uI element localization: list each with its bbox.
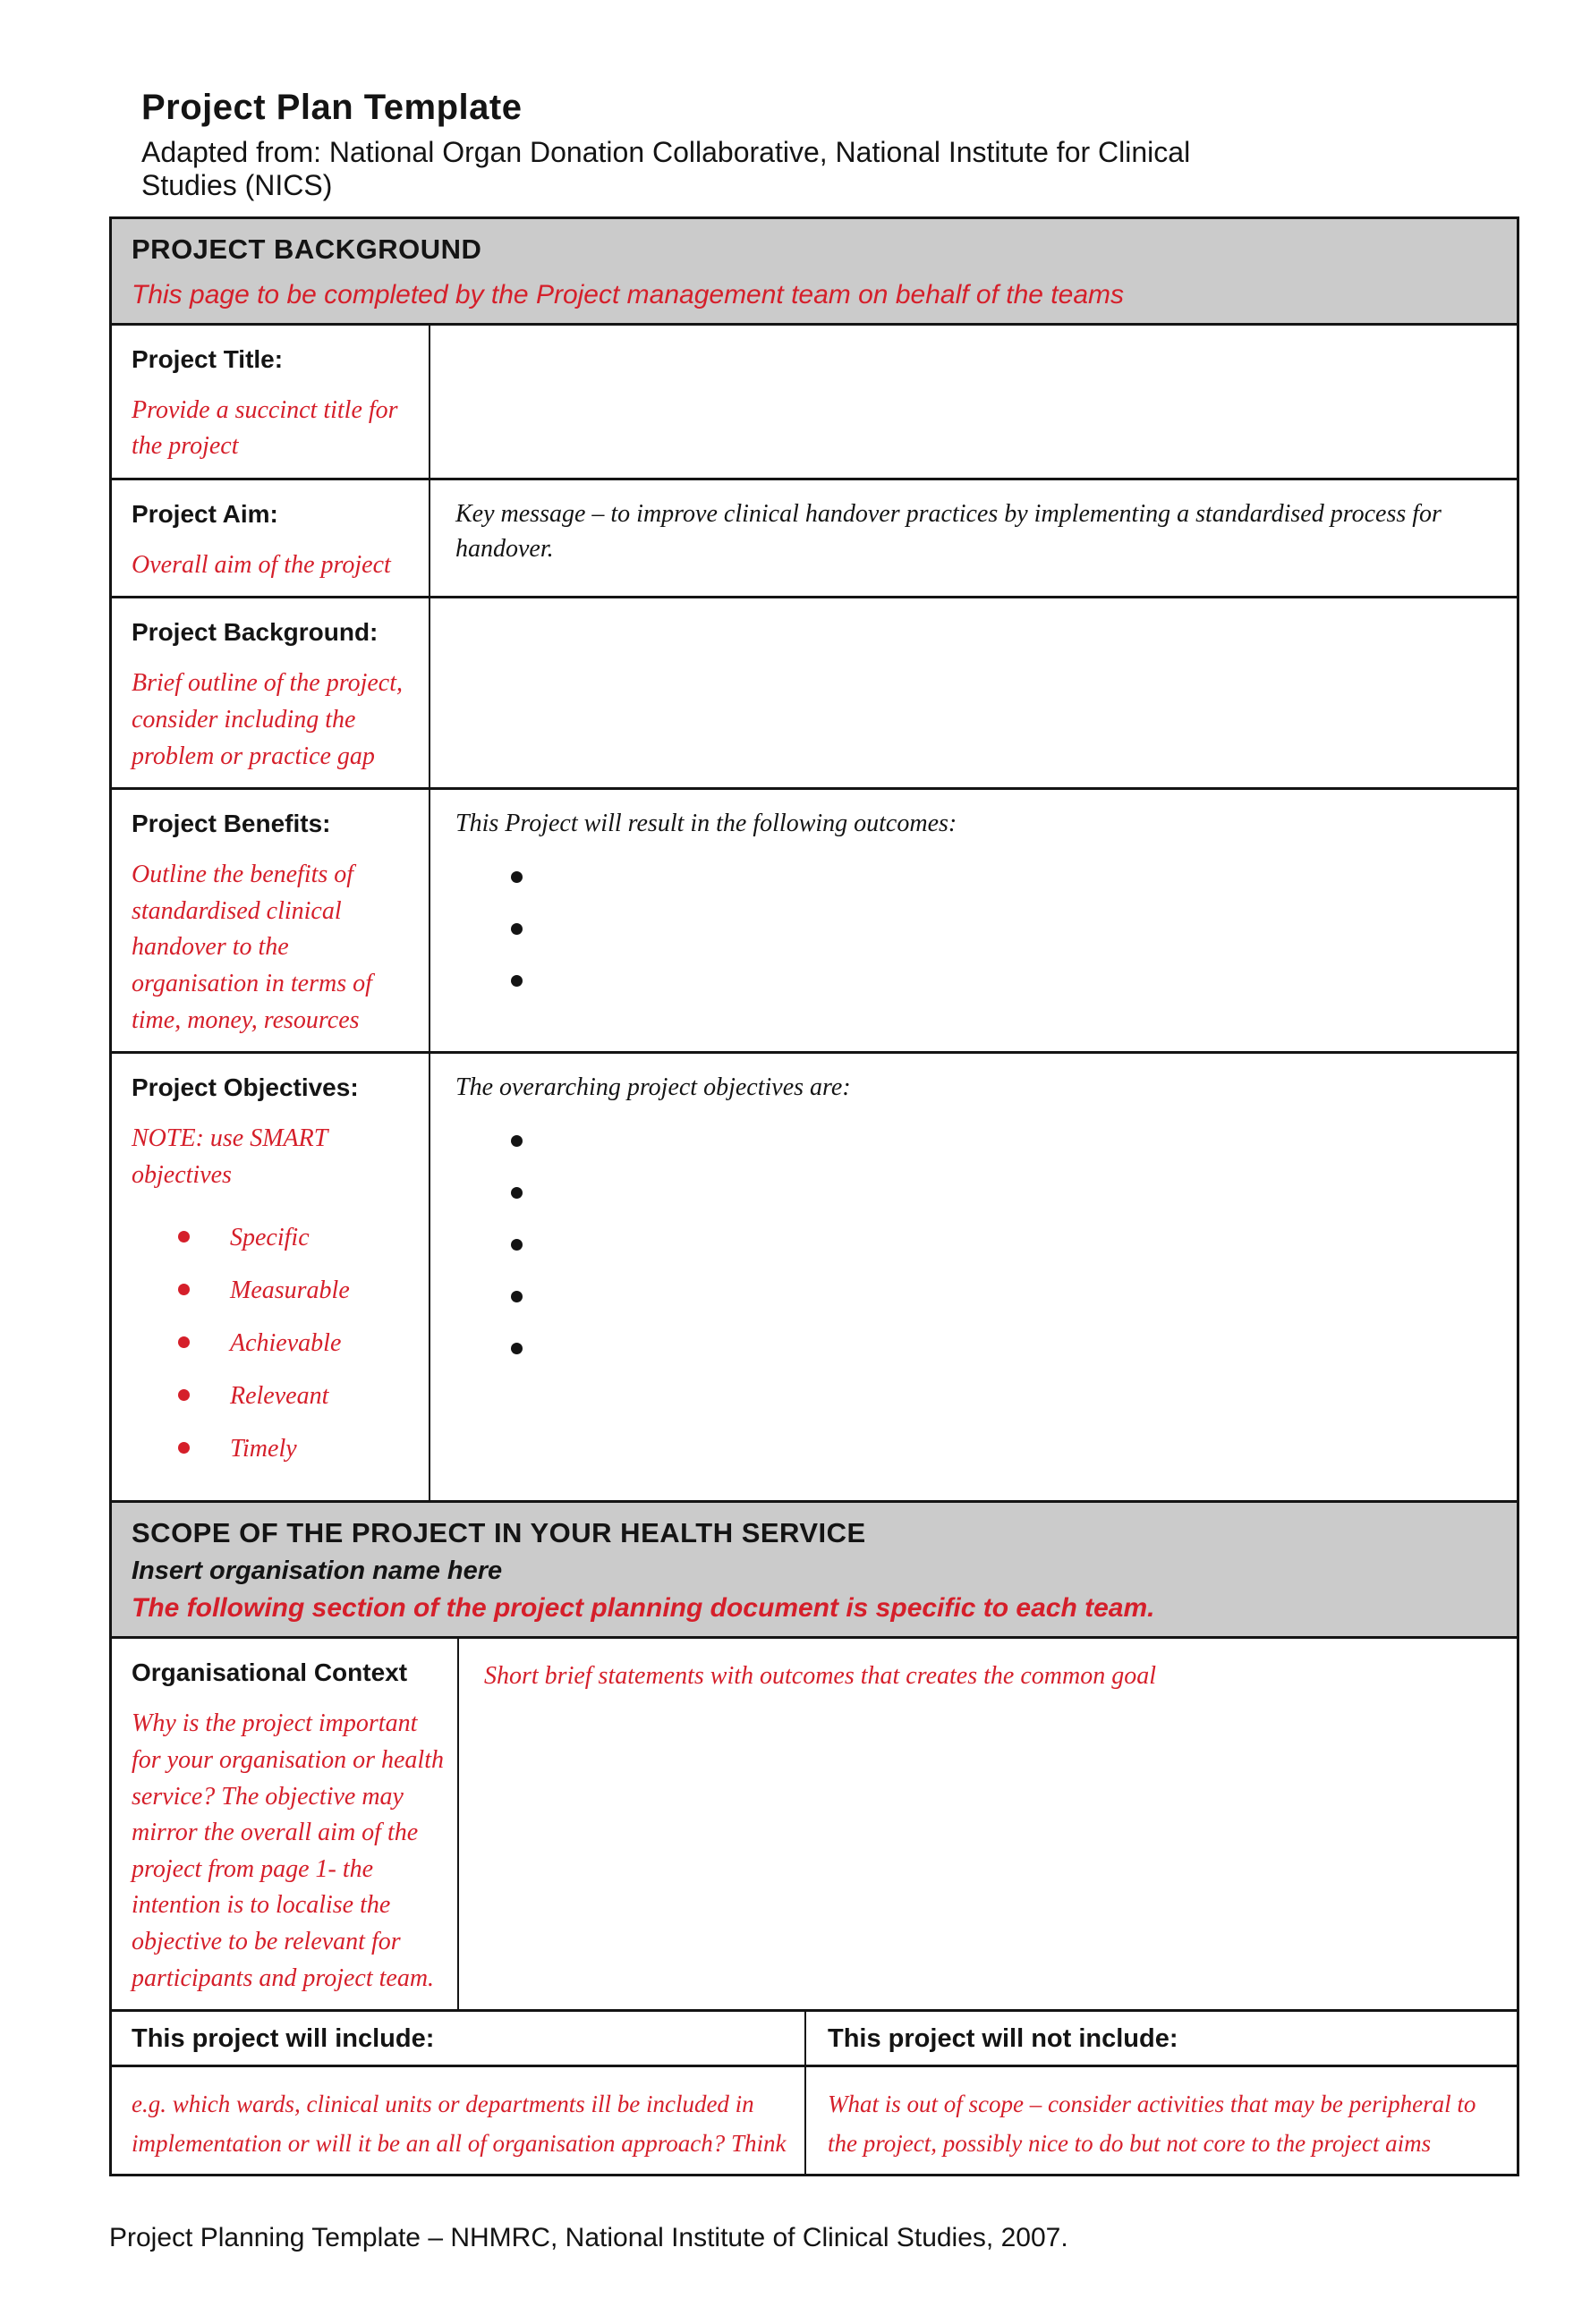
project-background-label: Project Background: bbox=[132, 618, 378, 647]
project-aim-label: Project Aim: bbox=[132, 499, 278, 528]
org-context-value: Short brief statements with outcomes that creates the common goal bbox=[484, 1662, 1156, 1691]
project-benefits-label-cell bbox=[112, 790, 430, 1051]
smart-objective-item: Achievable bbox=[132, 1329, 416, 1382]
project-benefits-bullet-list bbox=[455, 866, 1493, 1022]
project-objectives-label-cell bbox=[112, 1054, 430, 1500]
document-header bbox=[141, 88, 1582, 202]
project-background-label-cell bbox=[112, 598, 430, 787]
empty-bullet bbox=[455, 970, 1493, 1022]
org-context-hint: Why is the project important for your organisation or health service? The objective may mirror the overall aim of the project from page 1- the intention is to localise the objective to be relevant for participants and project team. bbox=[132, 1709, 444, 1992]
empty-bullet bbox=[455, 866, 1493, 918]
project-background-hint: Brief outline of the project, consider including the problem or practice gap bbox=[132, 669, 404, 770]
project-background-note: This page to be completed by the Project management team on behalf of the teams bbox=[132, 279, 1124, 310]
exclude-hint: What is out of scope – consider activities that may be peripheral to the project, possibly nice to do but not core to the project aims bbox=[828, 2091, 1476, 2157]
row-scope-bodies bbox=[112, 2067, 1517, 2173]
smart-objectives-list bbox=[132, 1224, 416, 1488]
row-project-objectives bbox=[112, 1054, 1517, 1503]
exclude-header: This project will not include: bbox=[828, 2024, 1178, 2054]
row-project-benefits bbox=[112, 790, 1517, 1054]
document-page bbox=[0, 88, 1582, 2324]
scope-subheading: Insert organisation name here bbox=[132, 1556, 503, 1586]
scope-heading: SCOPE OF THE PROJECT IN YOUR HEALTH SERVICE bbox=[132, 1517, 866, 1549]
empty-bullet bbox=[455, 1130, 1493, 1182]
project-title-label-cell bbox=[112, 326, 430, 478]
empty-bullet bbox=[455, 918, 1493, 970]
smart-objective-item: Specific bbox=[132, 1224, 416, 1277]
empty-bullet bbox=[455, 1337, 1493, 1389]
project-aim-hint: Overall aim of the project bbox=[132, 550, 391, 579]
project-benefits-hint: Outline the benefits of standardised clinical handover to the organisation in terms of time, money, resources bbox=[132, 861, 372, 1034]
project-title-input-cell[interactable] bbox=[430, 326, 1517, 478]
scope-note: The following section of the project planning document is specific to each team. bbox=[132, 1593, 1155, 1624]
project-objectives-input-cell[interactable] bbox=[430, 1054, 1517, 1500]
org-context-label-cell bbox=[112, 1639, 459, 2009]
org-context-label: Organisational Context bbox=[132, 1658, 408, 1687]
project-plan-table bbox=[109, 216, 1519, 2176]
project-benefits-label: Project Benefits: bbox=[132, 810, 331, 838]
project-background-band bbox=[112, 219, 1517, 326]
project-benefits-intro: This Project will result in the following outcomes: bbox=[455, 810, 957, 838]
project-benefits-input-cell[interactable] bbox=[430, 790, 1517, 1051]
project-objectives-intro: The overarching project objectives are: bbox=[455, 1073, 851, 1102]
page-footer: Project Planning Template – NHMRC, National Institute of Clinical Studies, 2007. bbox=[109, 2222, 1068, 2252]
project-aim-value: Key message – to improve clinical handover practices by implementing a standardised process for handover. bbox=[455, 499, 1442, 563]
smart-objective-item: Measurable bbox=[132, 1277, 416, 1329]
empty-bullet bbox=[455, 1285, 1493, 1337]
project-aim-input-cell[interactable] bbox=[430, 480, 1517, 597]
project-aim-label-cell bbox=[112, 480, 430, 597]
include-header: This project will include: bbox=[132, 2024, 435, 2054]
row-project-background bbox=[112, 598, 1517, 790]
include-input-cell[interactable] bbox=[112, 2067, 806, 2173]
page-subtitle: Adapted from: National Organ Donation Collaborative, National Institute for Clinical Studies (NICS) bbox=[141, 136, 1191, 201]
smart-objective-item: Releveant bbox=[132, 1382, 416, 1435]
row-project-title bbox=[112, 326, 1517, 480]
project-objectives-bullet-list bbox=[455, 1130, 1493, 1389]
project-background-heading: PROJECT BACKGROUND bbox=[132, 233, 482, 265]
smart-objective-item: Timely bbox=[132, 1435, 416, 1488]
exclude-input-cell[interactable] bbox=[804, 2067, 1517, 2173]
project-title-hint: Provide a succinct title for the project bbox=[132, 395, 398, 461]
project-objectives-label: Project Objectives: bbox=[132, 1073, 359, 1102]
project-objectives-hint: NOTE: use SMART objectives bbox=[132, 1124, 327, 1189]
project-background-input-cell[interactable] bbox=[430, 598, 1517, 787]
page-title: Project Plan Template bbox=[141, 88, 523, 127]
project-title-label: Project Title: bbox=[132, 344, 284, 373]
include-hint: e.g. which wards, clinical units or departments ill be included in implementation or will it be an all of organisation approach? Think bbox=[132, 2091, 787, 2157]
include-header-cell bbox=[112, 2012, 806, 2065]
row-scope-headers bbox=[112, 2012, 1517, 2067]
empty-bullet bbox=[455, 1234, 1493, 1285]
row-project-aim bbox=[112, 480, 1517, 599]
scope-band bbox=[112, 1500, 1517, 1639]
exclude-header-cell bbox=[804, 2012, 1517, 2065]
org-context-input-cell[interactable] bbox=[459, 1639, 1517, 2009]
empty-bullet bbox=[455, 1182, 1493, 1234]
row-organisational-context bbox=[112, 1639, 1517, 2012]
